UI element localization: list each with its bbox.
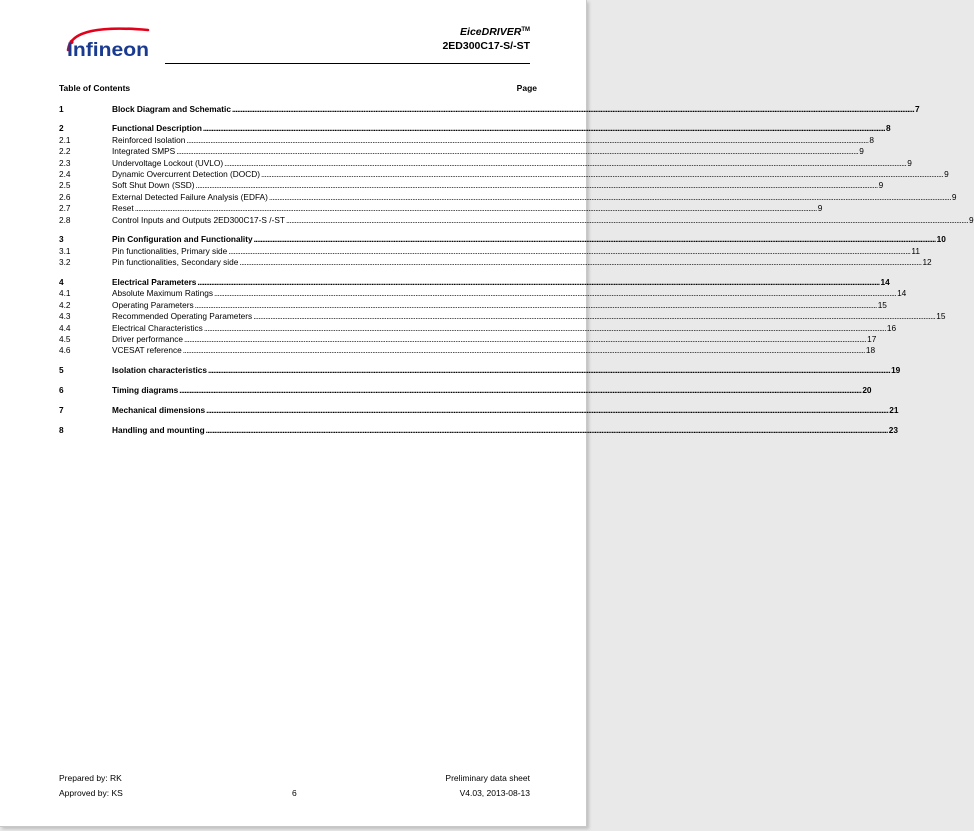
- infineon-logo-icon: [62, 24, 162, 66]
- toc-entry[interactable]: [59, 345, 876, 356]
- toc-entry-number: 3.1: [59, 245, 71, 256]
- toc-dot-leader: ................................................................................................................................................................................................................................................................................................................................................................................................................: [195, 180, 878, 191]
- toc-entry-number: 4.4: [59, 322, 71, 333]
- toc-dot-leader: ................................................................................................................................................................................................................................................................................................................................................................................................................: [184, 334, 867, 345]
- toc-dot-leader: ................................................................................................................................................................................................................................................................................................................................................................................................................: [186, 134, 869, 145]
- toc-entry-number: 5: [59, 365, 64, 376]
- toc-dot-leader: ................................................................................................................................................................................................................................................................................................................................................................................................................: [239, 257, 922, 268]
- toc-entry-title[interactable]: Isolation characteristics: [112, 365, 207, 376]
- toc-entry-title[interactable]: Reinforced Isolation: [112, 134, 186, 145]
- toc-entry-page[interactable]: 12: [922, 257, 932, 268]
- toc-entry[interactable]: [59, 405, 899, 416]
- toc-dot-leader: ................................................................................................................................................................................................................................................................................................................................................................................................................: [253, 234, 936, 245]
- toc-entry[interactable]: [59, 123, 891, 134]
- toc-entry-title[interactable]: Pin Configuration and Functionality: [112, 234, 253, 245]
- toc-entry[interactable]: [59, 203, 823, 214]
- toc-entry-title[interactable]: VCESAT reference: [112, 345, 182, 356]
- toc-entry[interactable]: [59, 191, 957, 203]
- toc-entry-title[interactable]: External Detected Failure Analysis (EDFA): [112, 191, 268, 202]
- toc-entry-page[interactable]: 14: [897, 288, 907, 299]
- header-rule: [165, 63, 530, 64]
- table-of-contents: [59, 83, 974, 436]
- toc-entry[interactable]: [59, 157, 912, 169]
- toc-entry-title[interactable]: Mechanical dimensions: [112, 405, 206, 416]
- toc-entry[interactable]: [59, 365, 901, 376]
- toc-entry-title[interactable]: Absolute Maximum Ratings: [112, 288, 213, 299]
- toc-entry-number: 2.6: [59, 191, 71, 202]
- toc-entry-number: 2.8: [59, 214, 71, 225]
- toc-entry-title[interactable]: Functional Description: [112, 123, 202, 134]
- toc-entry-page[interactable]: 23: [888, 424, 898, 435]
- toc-entry[interactable]: [59, 277, 890, 288]
- toc-entry-title[interactable]: Electrical Characteristics: [112, 322, 203, 333]
- toc-entry-page[interactable]: 9: [969, 214, 974, 225]
- toc-entry[interactable]: [59, 214, 974, 226]
- toc-entry-title[interactable]: Handling and mounting: [112, 424, 205, 435]
- toc-entry-title[interactable]: Recommended Operating Parameters: [112, 311, 253, 322]
- toc-entry-number: 2.5: [59, 180, 71, 191]
- toc-entry-number: 4.2: [59, 299, 71, 310]
- toc-entry[interactable]: [59, 385, 872, 396]
- prepared-by: Prepared by: RK: [59, 773, 122, 783]
- toc-entry-page[interactable]: 10: [936, 234, 946, 245]
- toc-entry-page[interactable]: 7: [915, 103, 920, 114]
- toc-page-label: Page: [516, 83, 537, 93]
- toc-entry[interactable]: [59, 311, 946, 322]
- toc-entry[interactable]: [59, 146, 864, 157]
- toc-entry-number: 2.1: [59, 134, 71, 145]
- trademark-mark: TM: [521, 27, 530, 33]
- toc-entry[interactable]: [59, 322, 897, 334]
- toc-entry-title[interactable]: Soft Shut Down (SSD): [112, 180, 195, 191]
- toc-entry[interactable]: [59, 134, 875, 146]
- toc-entry-number: 4.3: [59, 311, 71, 322]
- toc-entry-title[interactable]: Electrical Parameters: [112, 277, 197, 288]
- toc-title: Table of Contents: [59, 83, 131, 93]
- toc-entry-title[interactable]: Integrated SMPS: [112, 146, 176, 157]
- toc-entry-title[interactable]: Timing diagrams: [112, 385, 179, 396]
- toc-dot-leader: ................................................................................................................................................................................................................................................................................................................................................................................................................: [194, 299, 877, 310]
- toc-entry-title[interactable]: Undervoltage Lockout (UVLO): [112, 157, 224, 168]
- toc-entry-number: 3: [59, 234, 64, 245]
- toc-entry[interactable]: [59, 424, 898, 436]
- header-product-block: [442, 24, 530, 53]
- toc-dot-leader: ................................................................................................................................................................................................................................................................................................................................................................................................................: [205, 424, 888, 435]
- toc-entry-title[interactable]: Reset: [112, 203, 134, 214]
- toc-entry-page[interactable]: 15: [936, 311, 946, 322]
- toc-dot-leader: ................................................................................................................................................................................................................................................................................................................................................................................................................: [268, 191, 951, 202]
- toc-entry[interactable]: [59, 103, 920, 115]
- toc-entry-page[interactable]: 9: [944, 168, 949, 179]
- toc-entry-number: 2.7: [59, 203, 71, 214]
- toc-entry-title[interactable]: Dynamic Overcurrent Detection (DOCD): [112, 168, 260, 179]
- toc-entry-number: 2.3: [59, 157, 71, 168]
- toc-dot-leader: ................................................................................................................................................................................................................................................................................................................................................................................................................: [228, 245, 911, 256]
- toc-entry[interactable]: [59, 288, 907, 299]
- toc-entry-number: 8: [59, 424, 64, 435]
- toc-entry-number: 7: [59, 405, 64, 416]
- toc-entry-title[interactable]: Pin functionalities, Primary side: [112, 245, 228, 256]
- page-number: 6: [292, 788, 297, 798]
- toc-entries: [59, 103, 974, 437]
- toc-entry-number: 2.4: [59, 168, 71, 179]
- toc-entry[interactable]: [59, 168, 949, 180]
- toc-entry-page[interactable]: 9: [859, 146, 864, 157]
- logo-wordmark: Infineon: [67, 40, 149, 61]
- part-number: 2ED300C17-S/-ST: [442, 40, 530, 52]
- toc-entry-title[interactable]: Operating Parameters: [112, 299, 194, 310]
- toc-dot-leader: ................................................................................................................................................................................................................................................................................................................................................................................................................: [214, 288, 897, 299]
- approved-by: Approved by: KS: [59, 788, 123, 798]
- toc-entry[interactable]: [59, 299, 887, 311]
- toc-entry[interactable]: [59, 245, 920, 257]
- toc-dot-leader: ................................................................................................................................................................................................................................................................................................................................................................................................................: [176, 146, 859, 157]
- toc-entry-page[interactable]: 11: [911, 245, 920, 256]
- toc-entry-number: 4.1: [59, 288, 71, 299]
- toc-entry-page[interactable]: 16: [886, 322, 897, 333]
- toc-entry-page[interactable]: 14: [880, 277, 890, 288]
- toc-entry-title[interactable]: Pin functionalities, Secondary side: [112, 257, 239, 268]
- toc-entry-title[interactable]: Control Inputs and Outputs 2ED300C17-S /-ST: [112, 214, 285, 225]
- toc-entry-number: 6: [59, 385, 64, 396]
- toc-entry-title[interactable]: Block Diagram and Schematic: [112, 103, 231, 114]
- toc-entry-page[interactable]: 18: [865, 345, 876, 356]
- toc-dot-leader: ................................................................................................................................................................................................................................................................................................................................................................................................................: [206, 405, 889, 416]
- toc-entry-page[interactable]: 15: [877, 299, 887, 310]
- product-name: EiceDRIVER™: [460, 26, 530, 38]
- document-type: Preliminary data sheet: [445, 773, 530, 783]
- toc-entry-page[interactable]: 9: [907, 157, 912, 168]
- toc-dot-leader: ................................................................................................................................................................................................................................................................................................................................................................................................................: [197, 277, 880, 288]
- toc-entry-page[interactable]: 9: [817, 203, 823, 214]
- toc-dot-leader: ................................................................................................................................................................................................................................................................................................................................................................................................................: [208, 365, 891, 376]
- toc-entry-number: 4: [59, 277, 64, 288]
- toc-entry-number: 4.6: [59, 345, 71, 356]
- toc-entry-number: 3.2: [59, 257, 71, 268]
- toc-dot-leader: ................................................................................................................................................................................................................................................................................................................................................................................................................: [231, 103, 915, 114]
- toc-entry-number: 4.5: [59, 334, 71, 345]
- toc-entry-page[interactable]: 9: [878, 180, 884, 191]
- toc-dot-leader: ................................................................................................................................................................................................................................................................................................................................................................................................................: [202, 123, 885, 134]
- toc-entry-page[interactable]: 8: [885, 123, 891, 134]
- toc-dot-leader: ................................................................................................................................................................................................................................................................................................................................................................................................................: [179, 385, 862, 396]
- toc-entry[interactable]: [59, 180, 884, 191]
- toc-entry-page[interactable]: 9: [951, 191, 957, 202]
- toc-entry[interactable]: [59, 234, 946, 245]
- toc-entry-number: 2: [59, 123, 64, 134]
- page-footer: [59, 773, 530, 803]
- toc-entry-number: 2.2: [59, 146, 71, 157]
- toc-entry[interactable]: [59, 257, 932, 268]
- toc-dot-leader: ................................................................................................................................................................................................................................................................................................................................................................................................................: [285, 214, 969, 225]
- toc-header: [59, 83, 537, 96]
- toc-entry[interactable]: [59, 334, 877, 345]
- toc-dot-leader: ................................................................................................................................................................................................................................................................................................................................................................................................................: [253, 311, 936, 322]
- toc-entry-page[interactable]: 21: [889, 405, 899, 416]
- toc-entry-page[interactable]: 17: [867, 334, 877, 345]
- toc-entry-page[interactable]: 20: [862, 385, 872, 396]
- document-version: V4.03, 2013-08-13: [459, 788, 530, 798]
- toc-dot-leader: ................................................................................................................................................................................................................................................................................................................................................................................................................: [134, 203, 817, 214]
- toc-entry-page[interactable]: 19: [891, 365, 901, 376]
- toc-dot-leader: ................................................................................................................................................................................................................................................................................................................................................................................................................: [261, 168, 944, 179]
- toc-entry-title[interactable]: Driver performance: [112, 334, 184, 345]
- toc-entry-page[interactable]: 8: [869, 134, 875, 145]
- toc-dot-leader: ................................................................................................................................................................................................................................................................................................................................................................................................................: [224, 157, 907, 168]
- toc-dot-leader: ................................................................................................................................................................................................................................................................................................................................................................................................................: [182, 345, 865, 356]
- toc-dot-leader: ................................................................................................................................................................................................................................................................................................................................................................................................................: [203, 322, 886, 333]
- toc-entry-number: 1: [59, 103, 64, 114]
